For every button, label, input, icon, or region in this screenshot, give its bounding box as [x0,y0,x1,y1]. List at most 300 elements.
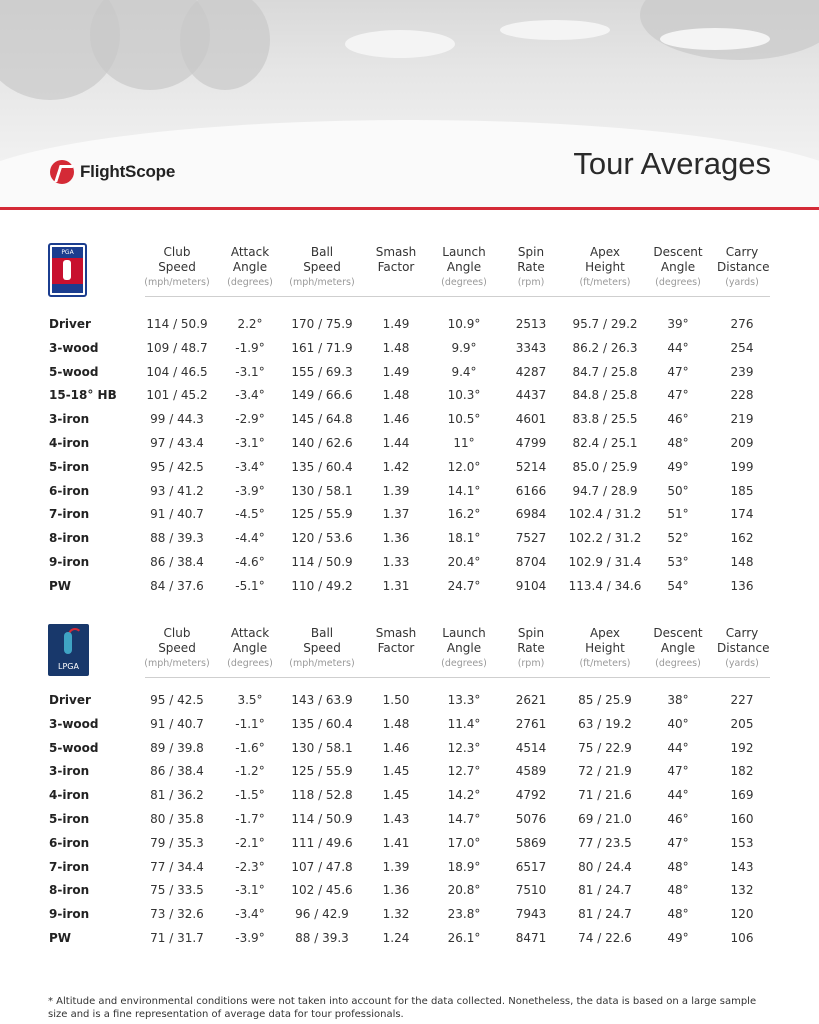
column-header-line2: Angle [232,641,268,655]
table-cell: -4.4° [235,531,265,546]
table-cell: 48° [667,883,689,898]
table-row [48,365,770,389]
table-row [48,436,770,460]
golfer-icon [63,260,71,280]
table-cell: 1.48 [382,340,410,355]
table-cell: 2.2° [237,317,263,331]
table-row [48,341,770,365]
table-cell: 96 / 42.9 [295,907,349,922]
column-unit: (yards) [725,658,759,669]
table-row [48,860,770,884]
table-cell: 120 / 53.6 [291,531,353,546]
table-cell: 44° [667,740,689,755]
table-cell: -3.1° [235,883,265,898]
table-cell: 2621 [515,693,547,707]
table-cell: 4792 [515,788,547,803]
table-row [48,812,770,836]
club-name: 8-iron [49,883,90,898]
flightscope-mark-icon [50,160,74,184]
table-cell: 85.0 / 25.9 [572,459,638,474]
table-cell: 125 / 55.9 [291,764,353,779]
table-cell: 185 [730,483,754,498]
table-cell: 1.32 [382,907,410,922]
table-cell: 276 [730,317,754,331]
club-name: 3-wood [49,716,99,731]
table-cell: 81 / 24.7 [578,907,632,922]
table-cell: 1.36 [382,883,410,898]
table-row [48,507,770,531]
column-header-line2: Angle [660,641,696,655]
table-row [48,579,770,603]
column-header-line2: Height [585,641,625,655]
table-cell: 44° [667,340,689,355]
table-cell: 51° [667,507,689,522]
table-cell: 130 / 58.1 [291,483,353,498]
table-cell: 136 [730,578,754,593]
table-cell: 162 [730,531,754,546]
footnote: * Altitude and environmental conditions were not taken into account for the data collected. Nonetheless, the data is based on a large sample size and is a fine representation of average data for tour professionals. [48,996,757,1020]
table-cell: 26.1° [447,931,481,945]
club-name: 3-wood [49,340,99,355]
table-cell: 145 / 64.8 [291,412,353,427]
table-cell: 52° [667,531,689,546]
table-cell: 1.39 [382,859,410,874]
table-cell: 1.36 [382,531,410,546]
column-unit: (mph/meters) [144,658,210,669]
table-row [48,555,770,579]
column-header [371,626,421,658]
table-cell: 192 [730,740,754,755]
table-row [48,907,770,931]
table-cell: 6166 [515,483,547,498]
table-cell: 80 / 24.4 [578,859,632,874]
table-cell: 47° [667,364,689,379]
table-cell: -3.4° [235,907,265,922]
table-cell: 110 / 49.2 [291,578,353,593]
column-header [653,626,703,670]
table-cell: 209 [730,436,754,450]
table-cell: 161 / 71.9 [291,340,353,355]
column-unit: (rpm) [517,277,545,288]
table-cell: 11.4° [447,716,481,731]
table-cell: 1.49 [382,317,410,331]
club-name: 8-iron [49,531,90,546]
table-cell: 95 / 42.5 [150,459,204,474]
table-cell: 63 / 19.2 [578,716,632,731]
column-header-line2: Rate [517,260,545,274]
table-cell: 8471 [515,931,547,945]
table-cell: -3.9° [235,931,265,945]
table-cell: 88 / 39.3 [295,931,349,945]
table-cell: 74 / 22.6 [578,931,632,945]
table-cell: 135 / 60.4 [291,716,353,731]
pga-tour-logo: PGA [48,243,87,297]
club-name: 6-iron [49,835,90,850]
club-name: 5-iron [49,812,90,826]
table-cell: -3.4° [235,459,265,474]
table-cell: -4.5° [235,507,265,522]
table-cell: 11° [453,436,475,450]
column-header-line1: Descent [653,626,703,640]
column-header-line1: Smash [375,626,417,640]
column-unit: (rpm) [517,658,545,669]
table-cell: 20.4° [447,555,481,569]
column-header-line2: Distance [717,260,770,274]
table-cell: 95 / 42.5 [150,693,204,707]
table-cell: 38° [667,693,689,707]
table-cell: 13.3° [447,693,481,707]
table-cell: 16.2° [447,507,481,522]
column-header-line1: Smash [375,245,417,259]
column-header [282,626,362,670]
column-unit: (mph/meters) [289,277,355,288]
table-row [48,883,770,907]
column-header-line2: Factor [377,641,415,655]
table-row [48,412,770,436]
table-cell: 44° [667,788,689,803]
table-row [48,531,770,555]
column-header-line2: Speed [158,641,196,655]
table-cell: 9104 [515,578,547,593]
table-cell: -5.1° [235,578,265,593]
header-rule [145,296,770,297]
table-cell: 102.4 / 31.2 [568,507,642,522]
column-header-line1: Spin [517,626,545,640]
table-cell: 182 [730,764,754,779]
table-cell: 160 [730,812,754,826]
table-cell: -3.9° [235,483,265,498]
table-cell: 4601 [515,412,547,427]
club-name: 4-iron [49,788,90,803]
table-cell: 205 [730,716,754,731]
column-header-line1: Attack [230,245,270,259]
table-cell: 94.7 / 28.9 [572,483,638,498]
column-header-line2: Speed [303,260,341,274]
column-header [506,626,556,670]
table-cell: -3.4° [235,388,265,403]
table-cell: 72 / 21.9 [578,764,632,779]
club-name: 15-18° HB [49,388,117,403]
club-name: PW [49,931,72,945]
table-cell: -3.1° [235,436,265,450]
column-header-line2: Speed [303,641,341,655]
table-cell: 91 / 40.7 [150,507,204,522]
table-cell: 95.7 / 29.2 [572,317,638,331]
table-cell: 1.37 [382,507,410,522]
club-name: Driver [49,317,91,331]
table-cell: 75 / 22.9 [578,740,632,755]
table-cell: -2.9° [235,412,265,427]
table-row [48,693,770,717]
table-cell: 1.42 [382,459,410,474]
table-cell: 228 [730,388,754,403]
club-name: 3-iron [49,412,90,427]
table-cell: 102.2 / 31.2 [568,531,642,546]
table-cell: 71 / 31.7 [150,931,204,945]
table-cell: 153 [730,835,754,850]
table-cell: 89 / 39.8 [150,740,204,755]
table-cell: -2.1° [235,835,265,850]
column-header-line1: Ball [310,245,334,259]
column-unit: (degrees) [441,658,487,669]
column-header [717,626,770,670]
table-cell: 47° [667,835,689,850]
column-header-line1: Ball [310,626,334,640]
table-cell: -1.2° [235,764,265,779]
table-cell: 114 / 50.9 [291,555,353,569]
column-header-line2: Angle [446,641,482,655]
brand-name: FlightScope [80,162,176,181]
table-cell: 10.9° [447,317,481,331]
column-header-line1: Carry [725,245,759,259]
table-cell: 39° [667,317,689,331]
table-cell: 40° [667,716,689,731]
table-cell: 118 / 52.8 [291,788,353,803]
column-header-line1: Spin [517,245,545,259]
table-cell: 101 / 45.2 [146,388,208,403]
table-cell: 9.9° [451,340,477,355]
table-cell: 169 [730,788,754,803]
table-cell: 6517 [515,859,547,874]
table-cell: 3.5° [237,693,263,707]
table-cell: 84 / 37.6 [150,578,204,593]
table-cell: 81 / 36.2 [150,788,204,803]
column-unit: (yards) [725,277,759,288]
table-cell: 143 [730,859,754,874]
table-cell: 113.4 / 34.6 [568,578,642,593]
club-name: 5-wood [49,364,99,379]
table-row [48,460,770,484]
table-cell: 4799 [515,436,547,450]
table-cell: 93 / 41.2 [150,483,204,498]
column-header [225,245,275,289]
table-cell: 1.24 [382,931,410,945]
table-cell: 99 / 44.3 [150,412,204,427]
table-cell: 14.1° [447,483,481,498]
club-name: 7-iron [49,859,90,874]
table-cell: 109 / 48.7 [146,340,208,355]
table-cell: 97 / 43.4 [150,436,204,450]
column-header-line1: Carry [725,626,759,640]
table-cell: 46° [667,812,689,826]
table-cell: 82.4 / 25.1 [572,436,638,450]
table-cell: 102.9 / 31.4 [568,555,642,569]
table-cell: 12.7° [447,764,481,779]
column-header [506,245,556,289]
table-cell: 5869 [515,835,547,850]
table-cell: 111 / 49.6 [291,835,353,850]
table-cell: 1.50 [382,693,410,707]
club-name: 5-iron [49,459,90,474]
brand-logo [50,160,175,184]
table-cell: 48° [667,859,689,874]
column-header-line2: Rate [517,641,545,655]
table-row [48,317,770,341]
table-cell: 50° [667,483,689,498]
table-cell: 75 / 33.5 [150,883,204,898]
table-cell: 1.46 [382,740,410,755]
table-cell: 227 [730,693,754,707]
table-cell: 1.41 [382,835,410,850]
table-cell: 1.31 [382,578,410,593]
club-name: 7-iron [49,507,90,522]
table-row [48,836,770,860]
column-header-line1: Descent [653,245,703,259]
column-header-line2: Angle [232,260,268,274]
table-cell: 71 / 21.6 [578,788,632,803]
table-cell: 49° [667,931,689,945]
column-header-line2: Speed [158,260,196,274]
table-cell: 53° [667,555,689,569]
table-cell: 130 / 58.1 [291,740,353,755]
column-header [565,245,645,289]
table-row [48,484,770,508]
table-cell: -2.3° [235,859,265,874]
table-row [48,388,770,412]
table-cell: 174 [730,507,754,522]
column-header-line2: Distance [717,641,770,655]
table-cell: 4437 [515,388,547,403]
header-rule [145,677,770,678]
table-cell: 102 / 45.6 [291,883,353,898]
table-cell: 47° [667,764,689,779]
column-header-line2: Height [585,260,625,274]
table-cell: 1.46 [382,412,410,427]
golfer-icon [64,632,72,654]
table-cell: 23.8° [447,907,481,922]
column-unit: (mph/meters) [289,658,355,669]
table-cell: 143 / 63.9 [291,693,353,707]
column-unit: (degrees) [655,658,701,669]
column-header [565,626,645,670]
table-cell: -1.9° [235,340,265,355]
table-cell: 3343 [515,340,547,355]
column-unit: (degrees) [655,277,701,288]
table-cell: 73 / 32.6 [150,907,204,922]
table-cell: 14.2° [447,788,481,803]
column-header-line1: Attack [230,626,270,640]
table-cell: 149 / 66.6 [291,388,353,403]
table-cell: 12.3° [447,740,481,755]
table-cell: 14.7° [447,812,481,826]
table-cell: 9.4° [451,364,477,379]
club-name: 9-iron [49,907,90,922]
table-cell: 18.1° [447,531,481,546]
table-cell: 88 / 39.3 [150,531,204,546]
column-header [717,245,770,289]
table-cell: 7527 [515,531,547,546]
column-unit: (degrees) [227,277,273,288]
table-cell: 107 / 47.8 [291,859,353,874]
table-cell: 20.8° [447,883,481,898]
table-cell: 2761 [515,716,547,731]
table-row [48,717,770,741]
table-cell: 81 / 24.7 [578,883,632,898]
table-cell: 79 / 35.3 [150,835,204,850]
table-cell: 1.49 [382,364,410,379]
table-cell: 155 / 69.3 [291,364,353,379]
table-cell: 49° [667,459,689,474]
table-cell: 1.43 [382,812,410,826]
column-header-line2: Angle [446,260,482,274]
table-cell: 12.0° [447,459,481,474]
column-header [439,626,489,670]
table-cell: 1.45 [382,764,410,779]
table-cell: 83.8 / 25.5 [572,412,638,427]
table-cell: 1.48 [382,388,410,403]
table-cell: -1.1° [235,716,265,731]
column-unit: (mph/meters) [144,277,210,288]
column-header-line1: Apex [589,245,621,259]
table-cell: 199 [730,459,754,474]
column-header-line1: Launch [442,245,486,259]
column-header-line1: Launch [442,626,486,640]
column-header [439,245,489,289]
column-unit: (ft/meters) [579,658,631,669]
table-cell: 47° [667,388,689,403]
club-name: 4-iron [49,436,90,450]
column-header-line2: Angle [660,260,696,274]
table-cell: 77 / 23.5 [578,835,632,850]
column-header-line1: Club [163,245,191,259]
table-cell: 104 / 46.5 [146,364,208,379]
table-cell: 69 / 21.0 [578,812,632,826]
column-header [137,626,217,670]
club-name: 9-iron [49,555,90,569]
club-name: 5-wood [49,740,99,755]
table-cell: 1.45 [382,788,410,803]
table-cell: -4.6° [235,555,265,569]
table-cell: 18.9° [447,859,481,874]
table-cell: 114 / 50.9 [291,812,353,826]
table-cell: 48° [667,436,689,450]
table-cell: 114 / 50.9 [146,317,208,331]
page-title: Tour Averages [573,146,771,181]
table-cell: 140 / 62.6 [291,436,353,450]
table-cell: 135 / 60.4 [291,459,353,474]
column-header-line1: Apex [589,626,621,640]
table-cell: 5076 [515,812,547,826]
table-cell: 8704 [515,555,547,569]
table-cell: 10.3° [447,388,481,403]
column-header [371,245,421,277]
column-header [137,245,217,289]
column-header-line2: Factor [377,260,415,274]
table-cell: 219 [730,412,754,427]
table-cell: 132 [730,883,754,898]
table-cell: 77 / 34.4 [150,859,204,874]
table-cell: 54° [667,578,689,593]
table-cell: 10.5° [447,412,481,427]
table-cell: 5214 [515,459,547,474]
table-cell: 7943 [515,907,547,922]
club-name: PW [49,578,72,593]
table-cell: 86.2 / 26.3 [572,340,638,355]
table-cell: 170 / 75.9 [291,317,353,331]
table-row [48,764,770,788]
table-cell: 1.33 [382,555,410,569]
table-cell: -1.6° [235,740,265,755]
table-cell: -3.1° [235,364,265,379]
table-cell: 6984 [515,507,547,522]
club-name: 6-iron [49,483,90,498]
column-header-line1: Club [163,626,191,640]
table-cell: 120 [730,907,754,922]
table-cell: 84.7 / 25.8 [572,364,638,379]
column-header [653,245,703,289]
table-row [48,788,770,812]
club-name: 3-iron [49,764,90,779]
